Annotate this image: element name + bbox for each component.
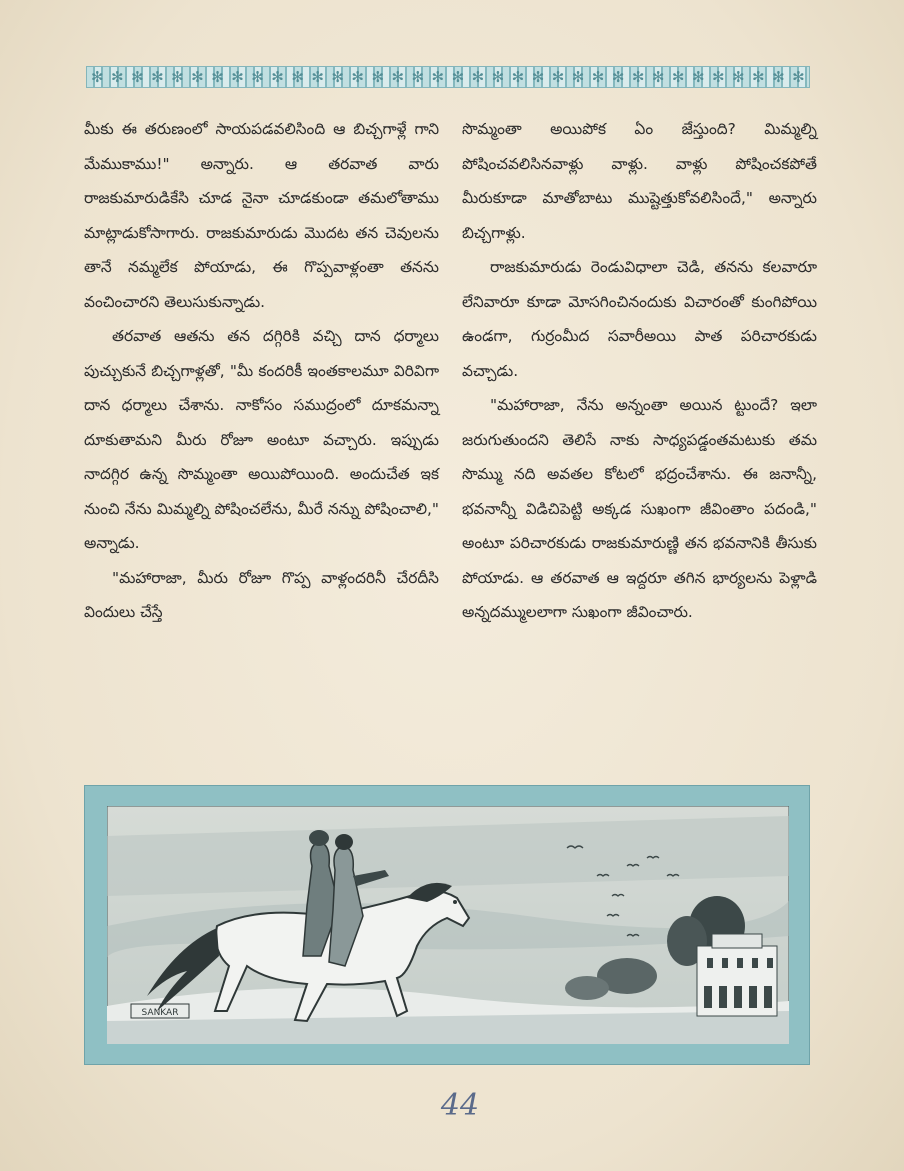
horse-rider-illustration [84,785,810,1065]
star-pattern-icon: ✻ ✻ ✻ ✻ ✻ ✻ ✻ ✻ ✻ ✻ ✻ ✻ ✻ ✻ ✻ ✻ ✻ ✻ ✻ ✻ ✻ ✻ ✻ ✻ ✻ ✻ ✻ ✻ ✻ ✻ ✻ ✻ ✻ ✻ ✻ ✻ [91,68,805,86]
illustration-scene [107,806,789,1044]
illustrator-signature: SANKAR [141,1008,179,1018]
decorative-border-strip [86,66,810,88]
paragraph: "మహారాజా, మీరు రోజూ గొప్ప వాళ్లందరినీ చేరదీసి విందులు చేస్తే [84,568,439,621]
paragraph: "మహారాజా, నేను అన్నంతా అయిన ట్టుందే? ఇలా జరుగుతుందని తెలిసే నాకు సాధ్యపడ్డంతమటుకు తమ సొమ్ము నది అవతల కోటలో భద్రంచేశాను. ఈ జనాన్నీ, భవనాన్నీ విడిచిపెట్టి అక్కడ సుఖంగా జీవింతాం పదండి," అంటూ పరిచారకుడు రాజకుమారుణ్ణి తన భవనానికి తీసుకు పోయాడు. ఆ తరవాత ఆ ఇద్దరూ తగిన భార్యలను పెళ్లాడి అన్నదమ్ములలాగా సుఖంగా జీవించారు. [462,396,817,621]
page-number: 44 [440,1088,480,1123]
palace [697,934,777,1016]
paragraph: తరవాత ఆతను తన దగ్గిరికి వచ్చి దాన ధర్మాలు పుచ్చుకునే బిచ్చగాళ్లతో, "మీ కందరికీ ఇంతకాలమూ విరివిగా దాన ధర్మాలు చేశాను. నాకోసం సముద్రంలో దూకమన్నా దూకుతామని మీరు రోజూ అంటూ వచ్చారు. ఇప్పుడు నాదగ్గిర ఉన్న సొమ్మంతా అయిపోయింది. అందుచేత ఇక నుంచి నేను మిమ్మల్ని పోషించలేను, మీరే నన్ను పోషించాలి," అన్నాడు. [84,327,439,552]
left-text-column [84,112,439,630]
paragraph: మీకు ఈ తరుణంలో సాయపడవలిసింది ఆ బిచ్చగాళ్లే గాని మేముకాము!" అన్నారు. ఆ తరవాత వారు రాజకుమారుడికేసి చూడ నైనా చూడకుండా తమలోతాము మాట్లాడుకోసాగారు. రాజకుమారుడు మొదట తన చెవులను తానే నమ్మలేక పోయాడు, ఈ గొప్పవాళ్లంతా తనను వంచించారని తెలుసుకున్నాడు. [84,120,439,311]
paragraph: సొమ్మంతా అయిపోక ఏం జేస్తుంది? మిమ్మల్ని పోషించవలిసినవాళ్లు వాళ్లు. వాళ్లు పోషించకపోతే మీరుకూడా మాతోబాటు ముష్టెత్తుకోవలిసిందే," అన్నారు బిచ్చగాళ్లు. [462,120,817,242]
right-text-column [462,112,817,630]
paragraph: రాజకుమారుడు రెండువిధాలా చెడి, తనను కలవారూ లేనివారూ కూడా మోసగించినందుకు విచారంతో కుంగిపోయి ఉండగా, గుర్రంమీద సవారీఅయి పాత పరిచారకుడు వచ్చాడు. [462,258,817,380]
